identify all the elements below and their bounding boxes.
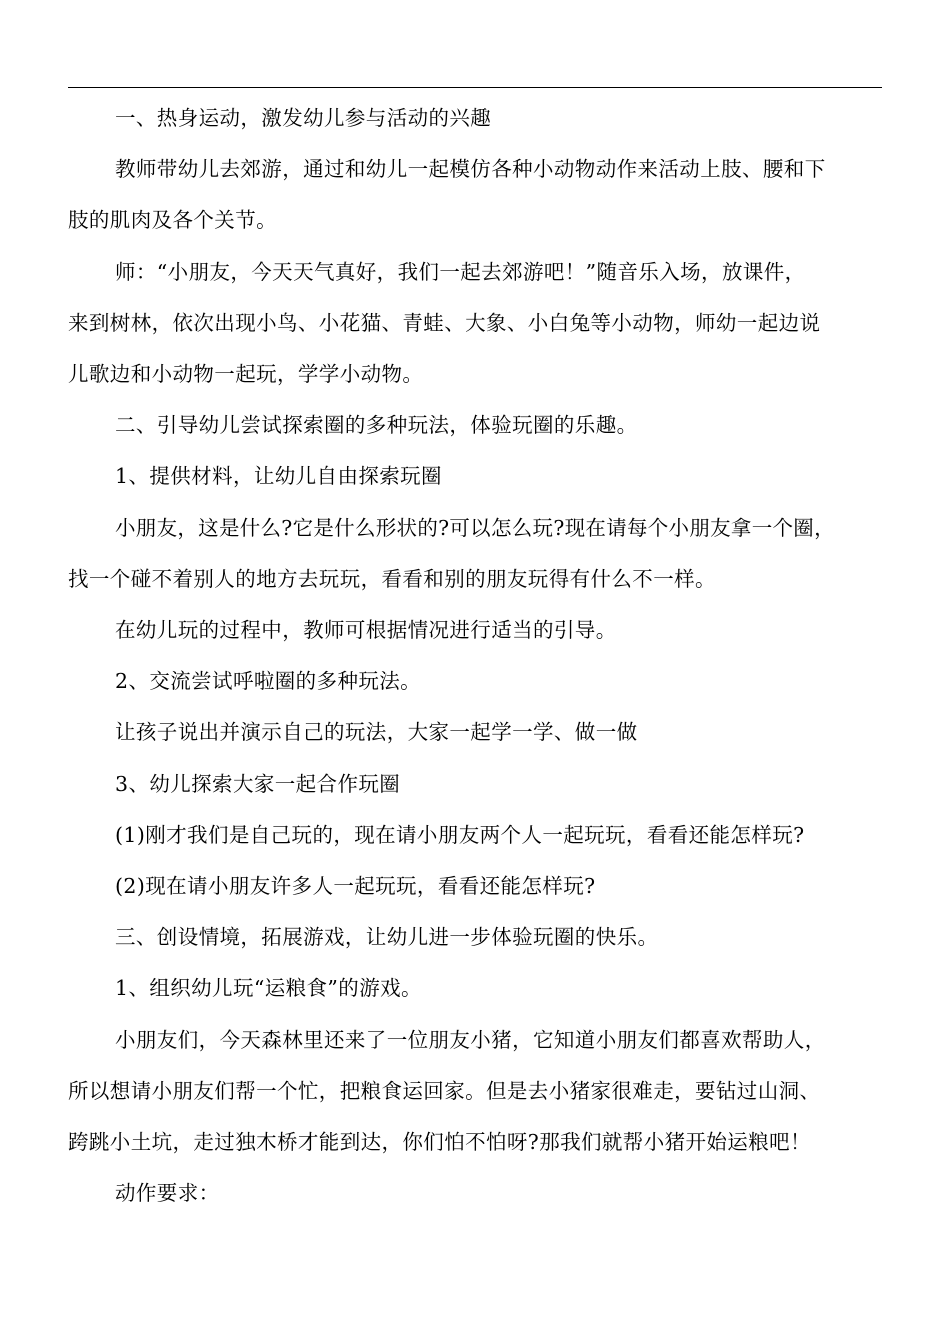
text-line: 找一个碰不着别人的地方去玩玩，看看和别的朋友玩得有什么不一样。	[68, 566, 716, 591]
text-line: 二、引导幼儿尝试探索圈的多种玩法，体验玩圈的乐趣。	[115, 413, 638, 438]
header-rule	[68, 87, 882, 88]
text-line: 儿歌边和小动物一起玩，学学小动物。	[68, 362, 424, 387]
paragraph	[68, 707, 882, 758]
text-line: 师：“小朋友，今天天气真好，我们一起去郊游吧！”随音乐入场，放课件，	[115, 259, 806, 284]
subheading	[68, 656, 882, 707]
subheading	[68, 451, 882, 502]
text-line: (1)刚才我们是自己玩的，现在请小朋友两个人一起玩玩，看看还能怎样玩?	[115, 822, 805, 847]
subheading	[68, 963, 882, 1014]
paragraph	[68, 605, 882, 656]
section-heading-1	[68, 93, 882, 144]
section-heading-2	[68, 400, 882, 451]
text-line: 小朋友们，今天森林里还来了一位朋友小猪，它知道小朋友们都喜欢帮助人，	[115, 1027, 826, 1052]
section-heading-3	[68, 912, 882, 963]
text-line: 1、提供材料，让幼儿自由探索玩圈	[115, 464, 442, 489]
text-line: 在幼儿玩的过程中，教师可根据情况进行适当的引导。	[115, 618, 617, 643]
text-line: 一、热身运动，激发幼儿参与活动的兴趣	[115, 106, 492, 130]
text-line: 三、创设情境，拓展游戏，让幼儿进一步体验玩圈的快乐。	[115, 925, 659, 950]
paragraph	[68, 1168, 882, 1219]
paragraph	[68, 144, 882, 246]
text-line: 教师带幼儿去郊游，通过和幼儿一起模仿各种小动物动作来活动上肢、腰和下	[115, 157, 826, 182]
paragraph	[68, 247, 882, 401]
paragraph	[68, 1015, 882, 1169]
text-line: 1、组织幼儿玩“运粮食”的游戏。	[115, 976, 422, 1001]
paragraph	[68, 503, 882, 605]
text-line: 2、交流尝试呼啦圈的多种玩法。	[115, 669, 422, 694]
subheading	[68, 759, 882, 810]
text-line: 所以想请小朋友们帮一个忙，把粮食运回家。但是去小猪家很难走，要钻过山洞、	[68, 1078, 821, 1103]
text-line: 让孩子说出并演示自己的玩法，大家一起学一学、做一做	[115, 720, 638, 745]
text-line: 肢的肌肉及各个关节。	[68, 208, 277, 233]
text-line: (2)现在请小朋友许多人一起玩玩，看看还能怎样玩?	[115, 874, 596, 899]
text-line: 跨跳小土坑，走过独木桥才能到达，你们怕不怕呀?那我们就帮小猪开始运粮吧！	[68, 1130, 811, 1155]
paragraph	[68, 861, 882, 912]
text-line: 动作要求：	[115, 1181, 220, 1206]
paragraph	[68, 810, 882, 861]
text-line: 来到树林，依次出现小鸟、小花猫、青蛙、大象、小白兔等小动物，师幼一起边说	[68, 310, 821, 335]
text-line: 3、幼儿探索大家一起合作玩圈	[115, 771, 401, 796]
document-body	[68, 93, 882, 1219]
text-line: 小朋友，这是什么?它是什么形状的?可以怎么玩?现在请每个小朋友拿一个圈，	[115, 515, 835, 540]
